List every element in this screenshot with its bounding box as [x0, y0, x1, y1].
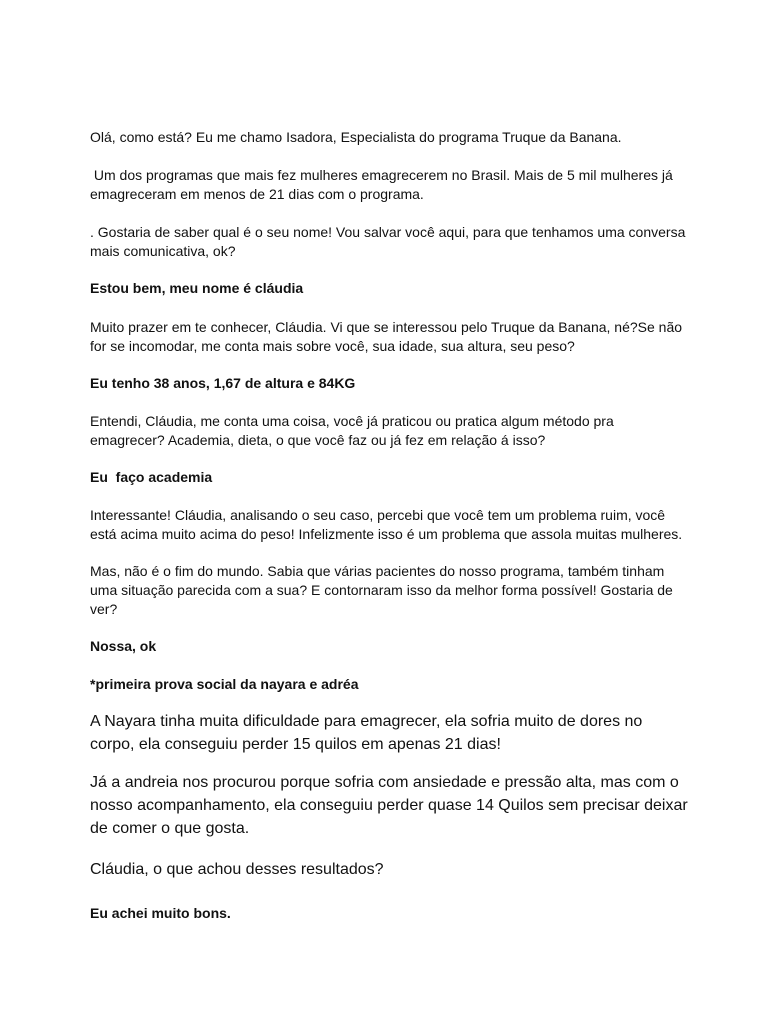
reply-details: Eu tenho 38 anos, 1,67 de altura e 84KG — [90, 375, 356, 391]
paragraph-ask-details: Muito prazer em te conhecer, Cláudia. Vi que se interessou pelo Truque da Banana, né?Se não for se incomodar, me conta mais sobre você, sua idade, sua altura, seu peso? — [90, 319, 686, 354]
paragraph-andreia: Já a andreia nos procurou porque sofria com ansiedade e pressão alta, mas com o nosso acompanhamento, ela conseguiu perder quase 14 Quilos sem precisar deixar de comer o que gosta. — [90, 774, 693, 837]
paragraph-ask-name: . Gostaria de saber qual é o seu nome! Vou salvar você aqui, para que tenhamos uma conversa mais comunicativa, ok? — [90, 224, 690, 259]
reply-ok: Nossa, ok — [90, 638, 157, 654]
paragraph-analysis: Interessante! Cláudia, analisando o seu caso, percebi que você tem um problema ruim, você está acima muito acima do peso! Infelizmente isso é um problema que assola muitas mulheres. — [90, 507, 683, 542]
note-social-proof: *primeira prova social da nayara e adréa — [90, 676, 359, 692]
paragraph-question-results: Cláudia, o que achou desses resultados? — [90, 861, 384, 878]
paragraph-greeting: Olá, como está? Eu me chamo Isadora, Especialista do programa Truque da Banana. — [90, 129, 622, 145]
reply-name: Estou bem, meu nome é cláudia — [90, 280, 304, 296]
paragraph-nayara: A Nayara tinha muita dificuldade para emagrecer, ela sofria muito de dores no corpo, ela conseguiu perder 15 quilos em apenas 21 dias! — [90, 713, 647, 753]
reply-method: Eu faço academia — [90, 469, 213, 485]
reply-results: Eu achei muito bons. — [90, 905, 231, 921]
paragraph-ask-method: Entendi, Cláudia, me conta uma coisa, você já praticou ou pratica algum método pra emagrecer? Academia, dieta, o que você faz ou já fez em relação á isso? — [90, 413, 618, 448]
paragraph-not-end: Mas, não é o fim do mundo. Sabia que várias pacientes do nosso programa, também tinham uma situação parecida com a sua? E contornaram isso da melhor forma possível! Gostaria de ver? — [90, 563, 677, 617]
paragraph-program-intro: Um dos programas que mais fez mulheres emagrecerem no Brasil. Mais de 5 mil mulheres já emagreceram em menos de 21 dias com o programa. — [90, 167, 677, 202]
